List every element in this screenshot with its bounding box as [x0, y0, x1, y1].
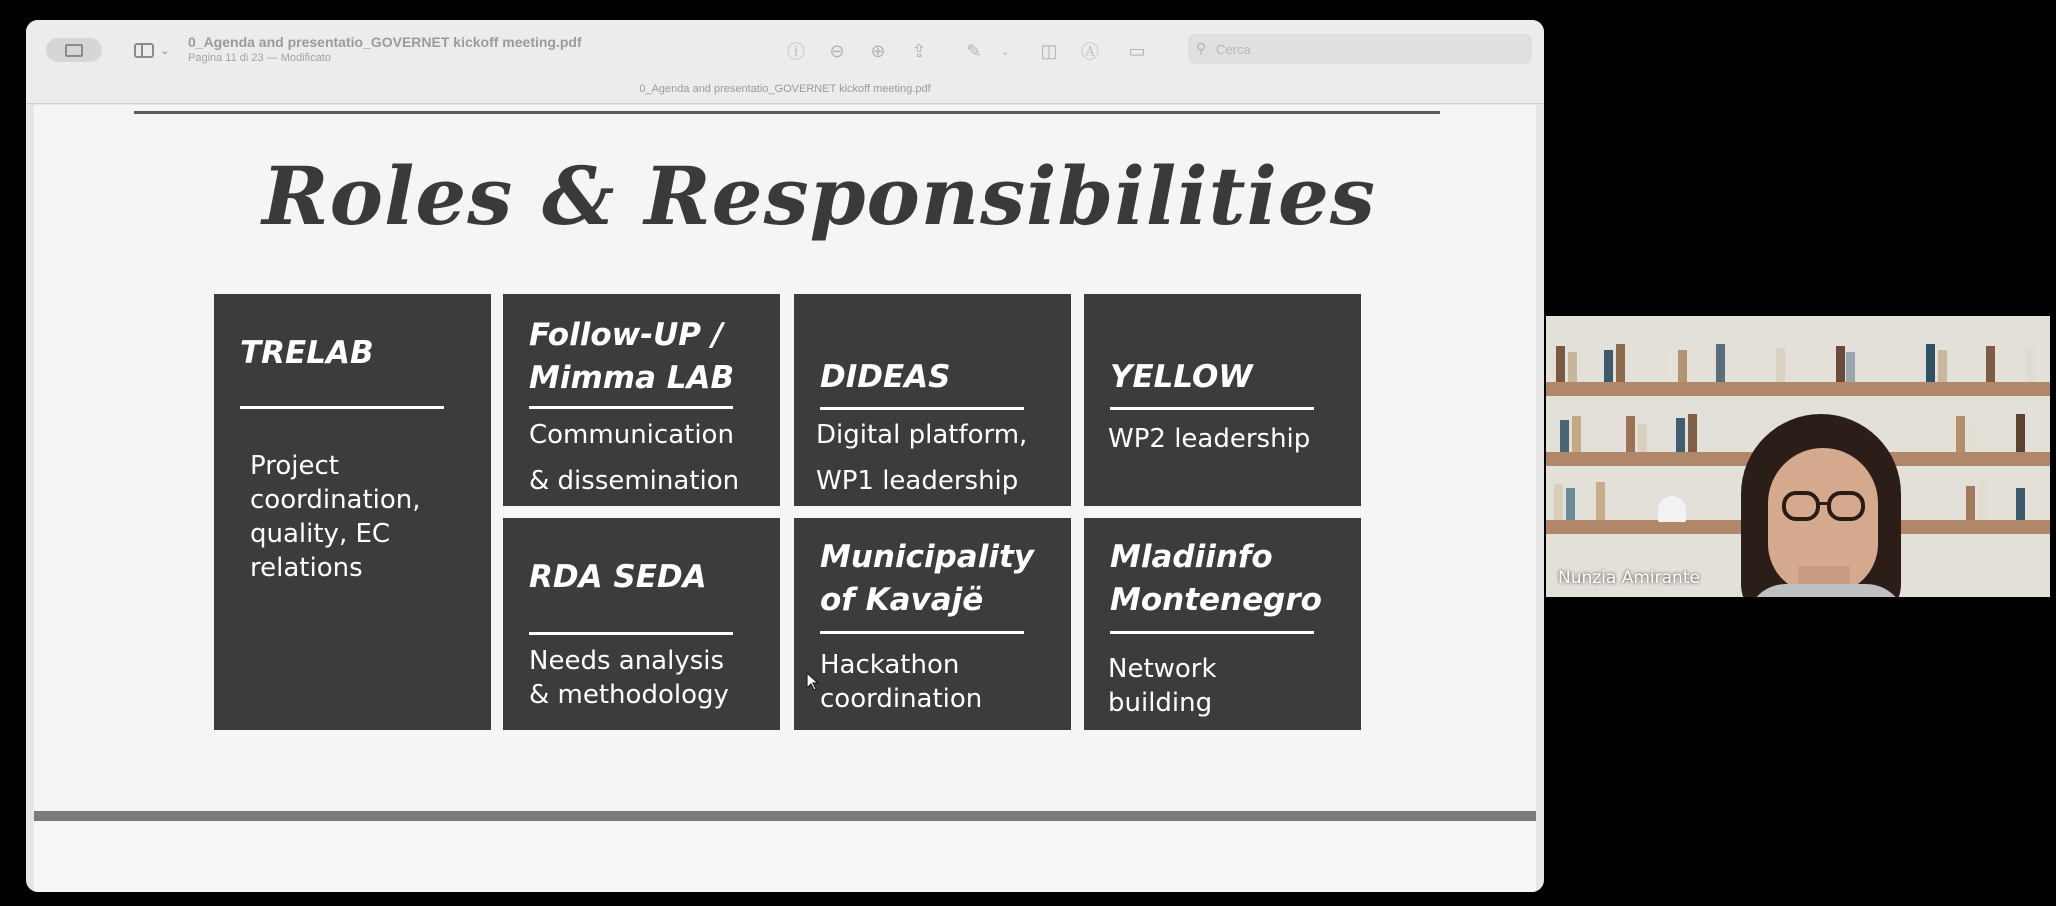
role-name: YELLOW	[1110, 359, 1253, 395]
role-box-rda-seda	[503, 518, 780, 730]
role-box-trelab	[214, 294, 491, 730]
slide-top-rule	[134, 111, 1440, 114]
role-name: Mladiinfo Montenegro	[1110, 539, 1322, 618]
share-icon[interactable]: ⇪	[911, 40, 927, 61]
role-name: TRELAB	[240, 335, 374, 371]
window-toolbar	[26, 20, 1544, 104]
slide-title: Roles & Responsibilities	[262, 149, 1376, 243]
search-icon: ⚲	[1196, 40, 1207, 56]
role-description: WP2 leadership	[1108, 424, 1311, 454]
view-mode-icon	[65, 44, 83, 57]
role-description: Needs analysis & methodology	[529, 646, 729, 710]
role-box-municipality-kavaje	[794, 518, 1071, 730]
role-box-yellow	[1084, 294, 1361, 506]
role-divider	[820, 631, 1024, 634]
role-divider	[240, 406, 444, 409]
lamp-object	[1658, 496, 1686, 522]
markup-pen-icon[interactable]: ✎	[966, 40, 982, 61]
mouse-cursor-icon	[806, 672, 820, 692]
participant-video-tile[interactable]	[1546, 316, 2050, 597]
participant-name: Nunzia Amirante	[1558, 568, 1700, 588]
sidebar-toggle-icon	[134, 43, 154, 58]
role-description: Project coordination, quality, EC relations	[250, 451, 421, 583]
window-subtitle: 0_Agenda and presentatio_GOVERNET kickoff meeting.pdf	[639, 83, 931, 95]
zoom-in-icon[interactable]: ⊕	[870, 40, 886, 61]
role-divider	[1110, 407, 1314, 410]
view-mode-button[interactable]	[46, 38, 102, 62]
pdf-page	[34, 105, 1536, 811]
role-name: RDA SEDA	[529, 559, 707, 595]
role-box-dideas	[794, 294, 1071, 506]
glasses-icon	[1782, 491, 1820, 521]
shelf	[1546, 382, 2050, 396]
zoom-out-icon[interactable]: ⊖	[829, 40, 845, 61]
preview-window	[26, 20, 1544, 892]
role-divider	[820, 407, 1024, 410]
role-description: Network building	[1108, 654, 1217, 718]
role-name: Follow-UP / Mimma LAB	[529, 317, 735, 396]
screen-edge	[0, 0, 26, 906]
chevron-down-icon: ⌄	[160, 44, 170, 57]
markup-chevron-icon[interactable]: ⌄	[1000, 45, 1010, 58]
highlight-icon[interactable]: Ⓐ	[1081, 42, 1099, 62]
role-divider	[1110, 631, 1314, 634]
page-status: Pagina 11 di 23 — Modificato	[188, 52, 331, 64]
page-separator	[34, 811, 1536, 821]
role-name: Municipality of Kavajë	[820, 539, 1035, 618]
search-input[interactable]	[1216, 39, 1516, 59]
glasses-bridge	[1816, 502, 1831, 505]
rotate-icon[interactable]: ◫	[1040, 40, 1058, 61]
role-name: DIDEAS	[820, 359, 951, 395]
sidebar-toggle-button[interactable]	[130, 38, 174, 62]
role-description: Hackathon coordination	[820, 650, 983, 714]
role-box-mladiinfo	[1084, 518, 1361, 730]
info-icon[interactable]: ⓘ	[787, 42, 805, 62]
role-box-follow-up	[503, 294, 780, 506]
search-field[interactable]	[1188, 34, 1532, 64]
form-fill-icon[interactable]: ▭	[1128, 40, 1146, 61]
role-divider	[529, 632, 733, 635]
role-description: Digital platform, WP1 leadership	[816, 420, 1028, 496]
role-divider	[529, 406, 733, 409]
glasses-icon	[1827, 491, 1865, 521]
document-title: 0_Agenda and presentatio_GOVERNET kickoff meeting.pdf	[188, 34, 582, 50]
role-description: Communication & dissemination	[529, 420, 740, 496]
next-pdf-page	[34, 821, 1536, 892]
